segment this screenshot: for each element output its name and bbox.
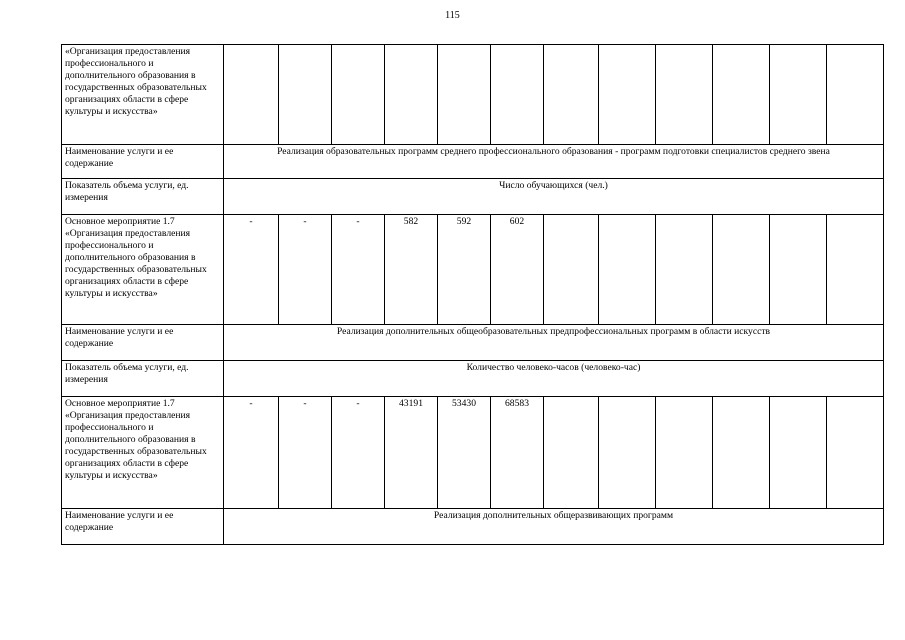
service-name-row — [62, 145, 884, 179]
page-number: 115 — [445, 10, 460, 21]
value-cell — [713, 45, 770, 145]
value-cell: - — [279, 215, 332, 325]
row-label: Показатель объема услуги, ед. измерения — [62, 179, 224, 215]
value-cell — [385, 45, 438, 145]
row-label: Показатель объема услуги, ед. измерения — [62, 361, 224, 397]
value-cell — [332, 45, 385, 145]
value-cell: - — [279, 397, 332, 509]
value-cell: - — [332, 397, 385, 509]
row-label: Наименование услуги и ее содержание — [62, 145, 224, 179]
value-cell: 602 — [491, 215, 544, 325]
service-name-text: Реализация образовательных программ среднего профессионального образования - программ подготовки специалистов среднего звена — [224, 145, 884, 179]
value-cell — [656, 45, 713, 145]
row-label: Наименование услуги и ее содержание — [62, 509, 224, 545]
value-cell: - — [332, 215, 385, 325]
value-cell — [438, 45, 491, 145]
value-cell: 592 — [438, 215, 491, 325]
activity-row — [62, 215, 884, 325]
value-cell — [827, 215, 884, 325]
value-cell — [656, 215, 713, 325]
value-cell: - — [224, 215, 279, 325]
services-table — [61, 44, 884, 545]
value-cell: 582 — [385, 215, 438, 325]
value-cell — [770, 215, 827, 325]
row-label: Основное мероприятие 1.7 «Организация предоставления профессионального и дополнительного образования в государственных образовательных организациях области в сфере культуры и искусства» — [62, 397, 224, 509]
activity-row — [62, 397, 884, 509]
value-cell — [599, 215, 656, 325]
value-cell: 68583 — [491, 397, 544, 509]
volume-indicator-text: Количество человеко-часов (человеко-час) — [224, 361, 884, 397]
value-cell — [544, 45, 599, 145]
value-cell — [770, 397, 827, 509]
value-cell — [827, 45, 884, 145]
value-cell — [770, 45, 827, 145]
value-cell — [656, 397, 713, 509]
service-name-row — [62, 325, 884, 361]
row-label: «Организация предоставления профессионального и дополнительного образования в государственных образовательных организациях области в сфере культуры и искусства» — [62, 45, 224, 145]
volume-indicator-row — [62, 179, 884, 215]
row-label: Основное мероприятие 1.7 «Организация предоставления профессионального и дополнительного образования в государственных образовательных организациях области в сфере культуры и искусства» — [62, 215, 224, 325]
value-cell — [279, 45, 332, 145]
service-name-row — [62, 509, 884, 545]
value-cell: 53430 — [438, 397, 491, 509]
value-cell — [713, 215, 770, 325]
value-cell — [599, 397, 656, 509]
value-cell: 43191 — [385, 397, 438, 509]
value-cell — [599, 45, 656, 145]
service-name-text: Реализация дополнительных общеобразовательных предпрофессиональных программ в области искусств — [224, 325, 884, 361]
value-cell: - — [224, 397, 279, 509]
row-label: Наименование услуги и ее содержание — [62, 325, 224, 361]
value-cell — [544, 215, 599, 325]
value-cell — [224, 45, 279, 145]
volume-indicator-row — [62, 361, 884, 397]
value-cell — [491, 45, 544, 145]
activity-row — [62, 45, 884, 145]
value-cell — [827, 397, 884, 509]
value-cell — [713, 397, 770, 509]
volume-indicator-text: Число обучающихся (чел.) — [224, 179, 884, 215]
value-cell — [544, 397, 599, 509]
service-name-text: Реализация дополнительных общеразвивающих программ — [224, 509, 884, 545]
